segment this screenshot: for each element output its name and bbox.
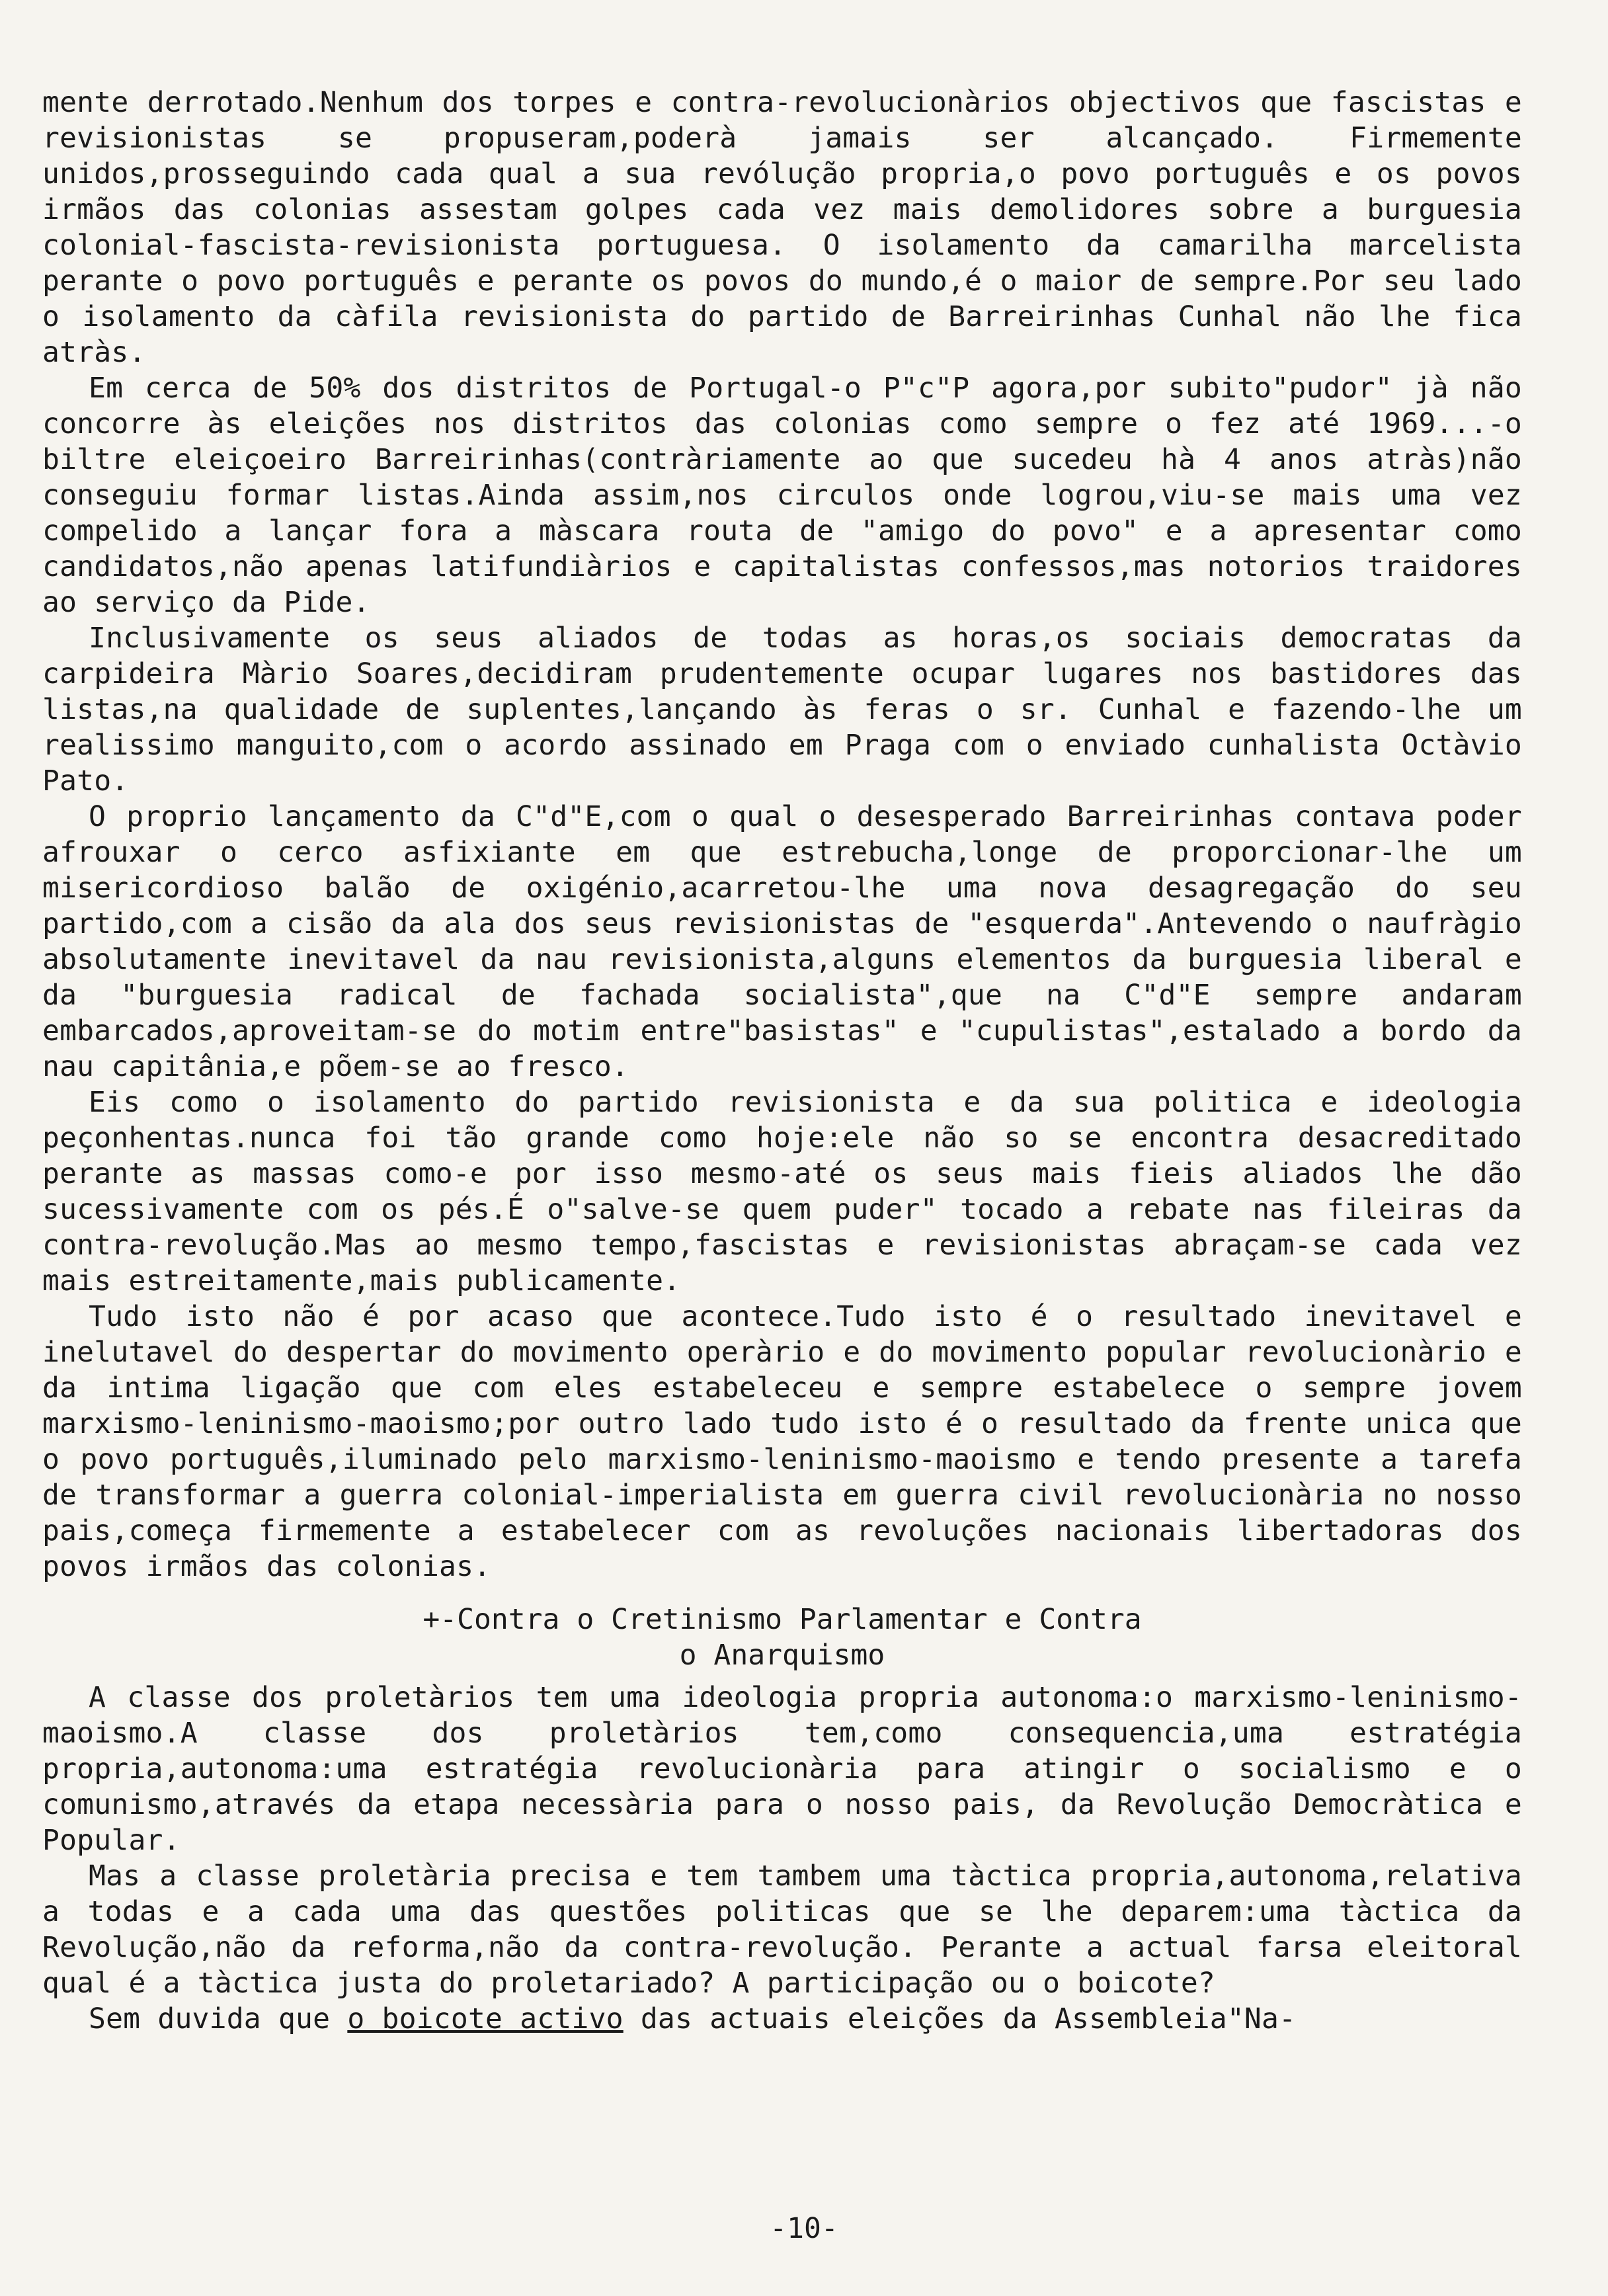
paragraph-1: mente derrotado.Nenhum dos torpes e contra-revolucionàrios objectivos que fascistas e revisionistas se propuseram,poderà jamais ser alcançado. Firmemente unidos,prosseguindo cada qual a sua revólução propria,o povo português e os povos irmãos das colonias assestam golpes cada vez mais demolidores sobre a burguesia colonial-fascista-revisionista portuguesa. O isolamento da camarilha marcelista perante o povo português e perante os povos do mundo,é o maior de sempre.Por seu lado o isolamento da càfila revisionista do partido de Barreirinhas Cunhal não lhe fica atràs.	[42, 86, 1522, 369]
section-heading	[42, 1602, 1522, 1673]
paragraph-2: Em cerca de 50% dos distritos de Portugal-o P"c"P agora,por subito"pudor" jà não concorre às eleições nos distritos das colonias como sempre o fez até 1969...-o biltre eleiçoeiro Barreirinhas(contràriamente ao que sucedeu hà 4 anos atràs)não conseguiu formar listas.Ainda assim,nos circulos onde logrou,viu-se mais uma vez compelido a lançar fora a màscara routa de "amigo do povo" e a apresentar como candidatos,não apenas latifundiàrios e capitalistas confessos,mas notorios traidores ao serviço da Pide.	[42, 372, 1522, 619]
paragraph-3: Inclusivamente os seus aliados de todas as horas,os sociais democratas da carpideira Màrio Soares,decidiram prudentemente ocupar lugares nos bastidores das listas,na qualidade de suplentes,lançando às feras o sr. Cunhal e fazendo-lhe um realissimo manguito,com o acordo assinado em Praga com o enviado cunhalista Octàvio Pato.	[42, 622, 1522, 798]
paragraph-7: A classe dos proletàrios tem uma ideologia propria autonoma:o marxismo-leninismo-maoismo.A classe dos proletàrios tem,como consequencia,uma estratégia propria,autonoma:uma estratégia revolucionària para atingir o socialismo e o comunismo,através da etapa necessària para o nosso pais, da Revolução Democràtica e Popular.	[42, 1681, 1522, 1857]
paragraph-5: Eis como o isolamento do partido revisionista e da sua politica e ideologia peçonhentas.nunca foi tão grande como hoje:ele não so se encontra desacreditado perante as massas como-e por isso mesmo-até os seus mais fieis aliados lhe dão sucessivamente com os pés.É o"salve-se quem puder" tocado a rebate nas fileiras da contra-revolução.Mas ao mesmo tempo,fascistas e revisionistas abraçam-se cada vez mais estreitamente,mais publicamente.	[42, 1086, 1522, 1297]
section-heading-line-2: o Anarquismo	[679, 1639, 885, 1672]
page-number: -10-	[770, 2212, 838, 2245]
section-heading-line-1: +-Contra o Cretinismo Parlamentar e Contra	[422, 1603, 1142, 1636]
paragraph-4: O proprio lançamento da C"d"E,com o qual o desesperado Barreirinhas contava poder afrouxar o cerco asfixiante em que estrebucha,longe de proporcionar-lhe um misericordioso balão de oxigénio,acarretou-lhe uma nova desagregação do seu partido,com a cisão da ala dos seus revisionistas de "esquerda".Antevendo o naufràgio absolutamente inevitavel da nau revisionista,alguns elementos da burguesia liberal e da "burguesia radical de fachada socialista",que na C"d"E sempre andaram embarcados,aproveitam-se do motim entre"basistas" e "cupulistas",estalado a bordo da nau capitânia,e põem-se ao fresco.	[42, 800, 1522, 1083]
underlined-phrase: o boicote activo	[347, 2002, 623, 2035]
paragraph-8: Mas a classe proletària precisa e tem tambem uma tàctica propria,autonoma,relativa a todas e a cada uma das questões politicas que se lhe deparem:uma tàctica da Revolução,não da reforma,não da contra-revolução. Perante a actual farsa eleitoral qual é a tàctica justa do proletariado? A participação ou o boicote?	[42, 1860, 1522, 2000]
paragraph-9-lead: Sem duvida que	[89, 2002, 348, 2035]
paragraph-6: Tudo isto não é por acaso que acontece.Tudo isto é o resultado inevitavel e inelutavel do despertar do movimento operàrio e do movimento popular revolucionàrio e da intima ligação que com eles estabeleceu e sempre estabelece o sempre jovem marxismo-leninismo-maoismo;por outro lado tudo isto é o resultado da frente unica que o povo português,iluminado pelo marxismo-leninismo-maoismo e tendo presente a tarefa de transformar a guerra colonial-imperialista em guerra civil revolucionària no nosso pais,começa firmemente a estabelecer com as revoluções nacionais libertadoras dos povos irmãos das colonias.	[42, 1300, 1522, 1583]
paragraph-9-tail: das actuais eleições da Assembleia"Na-	[623, 2002, 1297, 2035]
paragraph-9	[42, 2001, 1522, 2037]
